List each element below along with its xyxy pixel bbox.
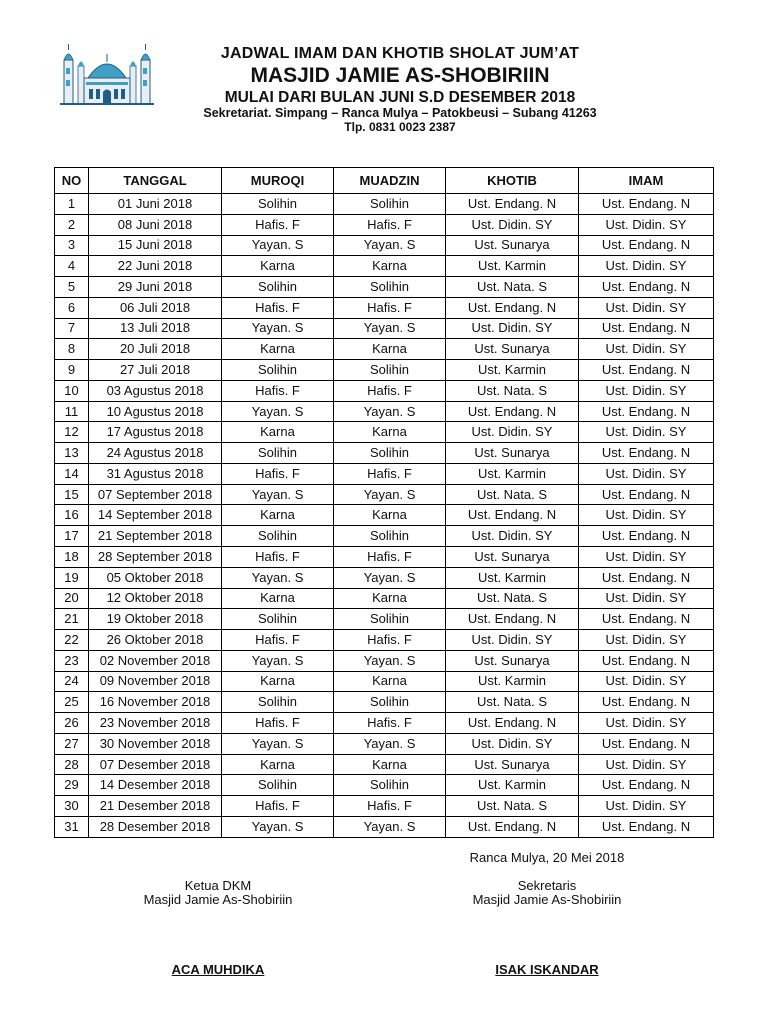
cell-no: 29: [55, 775, 89, 796]
cell-imam: Ust. Didin. SY: [579, 214, 714, 235]
cell-imam: Ust. Endang. N: [579, 235, 714, 256]
table-row: [55, 733, 714, 754]
cell-muroqi: Karna: [222, 505, 334, 526]
cell-tanggal: 21 September 2018: [89, 526, 222, 547]
cell-khotib: Ust. Sunarya: [446, 650, 579, 671]
cell-khotib: Ust. Nata. S: [446, 484, 579, 505]
cell-khotib: Ust. Endang. N: [446, 505, 579, 526]
cell-muroqi: Solihin: [222, 609, 334, 630]
cell-imam: Ust. Endang. N: [579, 733, 714, 754]
cell-imam: Ust. Endang. N: [579, 526, 714, 547]
cell-muadzin: Karna: [334, 588, 446, 609]
cell-no: 7: [55, 318, 89, 339]
table-header-row: [55, 168, 714, 194]
phone-number: Tlp. 0831 0023 2387: [344, 120, 456, 134]
cell-khotib: Ust. Nata. S: [446, 796, 579, 817]
cell-khotib: Ust. Endang. N: [446, 297, 579, 318]
cell-khotib: Ust. Sunarya: [446, 547, 579, 568]
cell-muadzin: Yayan. S: [334, 650, 446, 671]
secretariat-address: Sekretariat. Simpang – Ranca Mulya – Patokbeusi – Subang 41263: [203, 106, 597, 120]
cell-tanggal: 06 Juli 2018: [89, 297, 222, 318]
cell-khotib: Ust. Didin. SY: [446, 526, 579, 547]
document-subtitle: JADWAL IMAM DAN KHOTIB SHOLAT JUM’AT: [220, 45, 580, 62]
table-row: [55, 277, 714, 298]
secretary-role: Sekretaris: [517, 878, 577, 893]
cell-muroqi: Hafis. F: [222, 630, 334, 651]
cell-muadzin: Karna: [334, 505, 446, 526]
cell-tanggal: 29 Juni 2018: [89, 277, 222, 298]
chairman-organization: Masjid Jamie As-Shobiriin: [143, 892, 293, 907]
cell-muroqi: Yayan. S: [222, 733, 334, 754]
table-row: [55, 816, 714, 837]
cell-muroqi: Solihin: [222, 443, 334, 464]
cell-khotib: Ust. Nata. S: [446, 588, 579, 609]
cell-khotib: Ust. Didin. SY: [446, 630, 579, 651]
cell-muroqi: Solihin: [222, 526, 334, 547]
table-row: [55, 713, 714, 734]
cell-tanggal: 10 Agustus 2018: [89, 401, 222, 422]
cell-muadzin: Solihin: [334, 277, 446, 298]
table-row: [55, 588, 714, 609]
cell-muroqi: Karna: [222, 671, 334, 692]
cell-imam: Ust. Didin. SY: [579, 671, 714, 692]
cell-muroqi: Karna: [222, 588, 334, 609]
cell-muroqi: Hafis. F: [222, 547, 334, 568]
cell-muadzin: Yayan. S: [334, 401, 446, 422]
cell-muadzin: Solihin: [334, 443, 446, 464]
cell-tanggal: 20 Juli 2018: [89, 339, 222, 360]
header-no: NO: [55, 168, 89, 194]
cell-imam: Ust. Endang. N: [579, 277, 714, 298]
cell-no: 24: [55, 671, 89, 692]
table-row: [55, 297, 714, 318]
table-row: [55, 360, 714, 381]
cell-muroqi: Hafis. F: [222, 713, 334, 734]
cell-khotib: Ust. Didin. SY: [446, 318, 579, 339]
cell-no: 22: [55, 630, 89, 651]
cell-tanggal: 14 September 2018: [89, 505, 222, 526]
cell-tanggal: 17 Agustus 2018: [89, 422, 222, 443]
cell-tanggal: 27 Juli 2018: [89, 360, 222, 381]
cell-no: 31: [55, 816, 89, 837]
cell-muadzin: Yayan. S: [334, 235, 446, 256]
cell-muadzin: Hafis. F: [334, 547, 446, 568]
cell-khotib: Ust. Sunarya: [446, 339, 579, 360]
cell-muadzin: Solihin: [334, 775, 446, 796]
table-row: [55, 692, 714, 713]
cell-muroqi: Yayan. S: [222, 567, 334, 588]
cell-tanggal: 28 September 2018: [89, 547, 222, 568]
chairman-name: ACA MUHDIKA: [171, 962, 265, 977]
cell-tanggal: 14 Desember 2018: [89, 775, 222, 796]
cell-muadzin: Hafis. F: [334, 380, 446, 401]
cell-tanggal: 30 November 2018: [89, 733, 222, 754]
document-period: MULAI DARI BULAN JUNI S.D DESEMBER 2018: [224, 89, 576, 106]
table-row: [55, 318, 714, 339]
cell-no: 30: [55, 796, 89, 817]
cell-no: 27: [55, 733, 89, 754]
cell-muroqi: Solihin: [222, 360, 334, 381]
cell-khotib: Ust. Didin. SY: [446, 733, 579, 754]
cell-imam: Ust. Didin. SY: [579, 588, 714, 609]
chairman-role: Ketua DKM: [184, 878, 252, 893]
cell-imam: Ust. Didin. SY: [579, 547, 714, 568]
cell-muroqi: Karna: [222, 422, 334, 443]
cell-no: 18: [55, 547, 89, 568]
cell-khotib: Ust. Karmin: [446, 775, 579, 796]
cell-tanggal: 13 Juli 2018: [89, 318, 222, 339]
table-row: [55, 380, 714, 401]
cell-tanggal: 07 September 2018: [89, 484, 222, 505]
cell-tanggal: 28 Desember 2018: [89, 816, 222, 837]
cell-tanggal: 19 Oktober 2018: [89, 609, 222, 630]
place-date: Ranca Mulya, 20 Mei 2018: [469, 850, 625, 865]
cell-no: 17: [55, 526, 89, 547]
cell-tanggal: 26 Oktober 2018: [89, 630, 222, 651]
cell-khotib: Ust. Endang. N: [446, 816, 579, 837]
cell-no: 2: [55, 214, 89, 235]
cell-imam: Ust. Endang. N: [579, 194, 714, 215]
table-row: [55, 235, 714, 256]
cell-no: 16: [55, 505, 89, 526]
cell-no: 10: [55, 380, 89, 401]
cell-muadzin: Hafis. F: [334, 297, 446, 318]
cell-muadzin: Yayan. S: [334, 733, 446, 754]
table-row: [55, 567, 714, 588]
cell-muadzin: Yayan. S: [334, 484, 446, 505]
cell-muadzin: Karna: [334, 256, 446, 277]
cell-imam: Ust. Didin. SY: [579, 754, 714, 775]
cell-no: 5: [55, 277, 89, 298]
cell-muroqi: Karna: [222, 754, 334, 775]
table-row: [55, 463, 714, 484]
cell-tanggal: 02 November 2018: [89, 650, 222, 671]
cell-khotib: Ust. Karmin: [446, 567, 579, 588]
cell-khotib: Ust. Nata. S: [446, 692, 579, 713]
cell-no: 4: [55, 256, 89, 277]
cell-khotib: Ust. Sunarya: [446, 235, 579, 256]
cell-no: 20: [55, 588, 89, 609]
cell-khotib: Ust. Endang. N: [446, 401, 579, 422]
cell-khotib: Ust. Sunarya: [446, 754, 579, 775]
cell-no: 3: [55, 235, 89, 256]
cell-khotib: Ust. Karmin: [446, 671, 579, 692]
cell-muadzin: Yayan. S: [334, 567, 446, 588]
mosque-icon: [58, 42, 156, 106]
cell-imam: Ust. Endang. N: [579, 816, 714, 837]
cell-tanggal: 09 November 2018: [89, 671, 222, 692]
cell-tanggal: 05 Oktober 2018: [89, 567, 222, 588]
cell-muroqi: Yayan. S: [222, 318, 334, 339]
cell-khotib: Ust. Sunarya: [446, 443, 579, 464]
cell-imam: Ust. Endang. N: [579, 401, 714, 422]
cell-muadzin: Hafis. F: [334, 630, 446, 651]
header-tanggal: TANGGAL: [89, 168, 222, 194]
table-row: [55, 256, 714, 277]
cell-muroqi: Yayan. S: [222, 235, 334, 256]
cell-no: 8: [55, 339, 89, 360]
cell-muadzin: Yayan. S: [334, 318, 446, 339]
cell-no: 6: [55, 297, 89, 318]
cell-imam: Ust. Didin. SY: [579, 256, 714, 277]
cell-muroqi: Solihin: [222, 692, 334, 713]
cell-muroqi: Yayan. S: [222, 650, 334, 671]
table-row: [55, 547, 714, 568]
table-row: [55, 775, 714, 796]
cell-muadzin: Solihin: [334, 194, 446, 215]
cell-imam: Ust. Didin. SY: [579, 422, 714, 443]
cell-muadzin: Hafis. F: [334, 713, 446, 734]
cell-imam: Ust. Endang. N: [579, 484, 714, 505]
cell-tanggal: 31 Agustus 2018: [89, 463, 222, 484]
cell-muadzin: Solihin: [334, 360, 446, 381]
cell-muroqi: Hafis. F: [222, 463, 334, 484]
cell-tanggal: 23 November 2018: [89, 713, 222, 734]
cell-no: 28: [55, 754, 89, 775]
cell-muroqi: Hafis. F: [222, 380, 334, 401]
cell-muroqi: Solihin: [222, 775, 334, 796]
cell-imam: Ust. Didin. SY: [579, 297, 714, 318]
cell-no: 11: [55, 401, 89, 422]
cell-muadzin: Karna: [334, 671, 446, 692]
cell-imam: Ust. Didin. SY: [579, 505, 714, 526]
cell-muroqi: Solihin: [222, 194, 334, 215]
cell-tanggal: 01 Juni 2018: [89, 194, 222, 215]
cell-khotib: Ust. Karmin: [446, 360, 579, 381]
cell-muadzin: Solihin: [334, 692, 446, 713]
cell-imam: Ust. Didin. SY: [579, 630, 714, 651]
cell-khotib: Ust. Karmin: [446, 256, 579, 277]
table-row: [55, 484, 714, 505]
table-row: [55, 526, 714, 547]
cell-tanggal: 22 Juni 2018: [89, 256, 222, 277]
cell-muadzin: Karna: [334, 339, 446, 360]
cell-no: 12: [55, 422, 89, 443]
cell-imam: Ust. Endang. N: [579, 567, 714, 588]
table-row: [55, 671, 714, 692]
table-row: [55, 422, 714, 443]
cell-imam: Ust. Endang. N: [579, 318, 714, 339]
cell-muroqi: Yayan. S: [222, 816, 334, 837]
cell-muroqi: Solihin: [222, 277, 334, 298]
schedule-table: [54, 167, 714, 838]
table-row: [55, 754, 714, 775]
header-muadzin: MUADZIN: [334, 168, 446, 194]
cell-no: 19: [55, 567, 89, 588]
header-imam: IMAM: [579, 168, 714, 194]
cell-imam: Ust. Didin. SY: [579, 796, 714, 817]
cell-muroqi: Hafis. F: [222, 214, 334, 235]
table-row: [55, 339, 714, 360]
table-row: [55, 796, 714, 817]
secretary-name: ISAK ISKANDAR: [495, 962, 599, 977]
secretary-organization: Masjid Jamie As-Shobiriin: [472, 892, 622, 907]
table-row: [55, 443, 714, 464]
cell-muadzin: Hafis. F: [334, 214, 446, 235]
cell-muroqi: Hafis. F: [222, 297, 334, 318]
cell-muadzin: Yayan. S: [334, 816, 446, 837]
table-row: [55, 194, 714, 215]
cell-khotib: Ust. Nata. S: [446, 277, 579, 298]
cell-khotib: Ust. Endang. N: [446, 713, 579, 734]
cell-muroqi: Yayan. S: [222, 484, 334, 505]
cell-imam: Ust. Endang. N: [579, 650, 714, 671]
cell-no: 13: [55, 443, 89, 464]
cell-tanggal: 24 Agustus 2018: [89, 443, 222, 464]
cell-khotib: Ust. Endang. N: [446, 609, 579, 630]
cell-imam: Ust. Endang. N: [579, 443, 714, 464]
cell-imam: Ust. Didin. SY: [579, 713, 714, 734]
cell-no: 9: [55, 360, 89, 381]
cell-khotib: Ust. Endang. N: [446, 194, 579, 215]
table-row: [55, 401, 714, 422]
cell-khotib: Ust. Nata. S: [446, 380, 579, 401]
cell-muroqi: Hafis. F: [222, 796, 334, 817]
cell-tanggal: 21 Desember 2018: [89, 796, 222, 817]
cell-muadzin: Solihin: [334, 526, 446, 547]
cell-khotib: Ust. Karmin: [446, 463, 579, 484]
cell-tanggal: 03 Agustus 2018: [89, 380, 222, 401]
cell-khotib: Ust. Didin. SY: [446, 214, 579, 235]
cell-no: 1: [55, 194, 89, 215]
cell-khotib: Ust. Didin. SY: [446, 422, 579, 443]
cell-muroqi: Karna: [222, 256, 334, 277]
cell-imam: Ust. Endang. N: [579, 775, 714, 796]
table-row: [55, 609, 714, 630]
cell-imam: Ust. Didin. SY: [579, 463, 714, 484]
table-row: [55, 214, 714, 235]
cell-no: 14: [55, 463, 89, 484]
header-muroqi: MUROQI: [222, 168, 334, 194]
cell-no: 23: [55, 650, 89, 671]
cell-muroqi: Yayan. S: [222, 401, 334, 422]
cell-no: 26: [55, 713, 89, 734]
cell-imam: Ust. Didin. SY: [579, 380, 714, 401]
cell-imam: Ust. Endang. N: [579, 692, 714, 713]
document-title: MASJID JAMIE AS-SHOBIRIIN: [250, 64, 550, 87]
cell-tanggal: 08 Juni 2018: [89, 214, 222, 235]
table-row: [55, 650, 714, 671]
header-khotib: KHOTIB: [446, 168, 579, 194]
cell-muadzin: Karna: [334, 422, 446, 443]
cell-imam: Ust. Endang. N: [579, 609, 714, 630]
cell-tanggal: 07 Desember 2018: [89, 754, 222, 775]
table-row: [55, 505, 714, 526]
cell-muroqi: Karna: [222, 339, 334, 360]
cell-imam: Ust. Endang. N: [579, 360, 714, 381]
cell-muadzin: Hafis. F: [334, 463, 446, 484]
cell-tanggal: 15 Juni 2018: [89, 235, 222, 256]
cell-muadzin: Karna: [334, 754, 446, 775]
cell-no: 21: [55, 609, 89, 630]
table-row: [55, 630, 714, 651]
cell-no: 15: [55, 484, 89, 505]
cell-muadzin: Hafis. F: [334, 796, 446, 817]
cell-no: 25: [55, 692, 89, 713]
cell-muadzin: Solihin: [334, 609, 446, 630]
cell-imam: Ust. Didin. SY: [579, 339, 714, 360]
cell-tanggal: 16 November 2018: [89, 692, 222, 713]
cell-tanggal: 12 Oktober 2018: [89, 588, 222, 609]
